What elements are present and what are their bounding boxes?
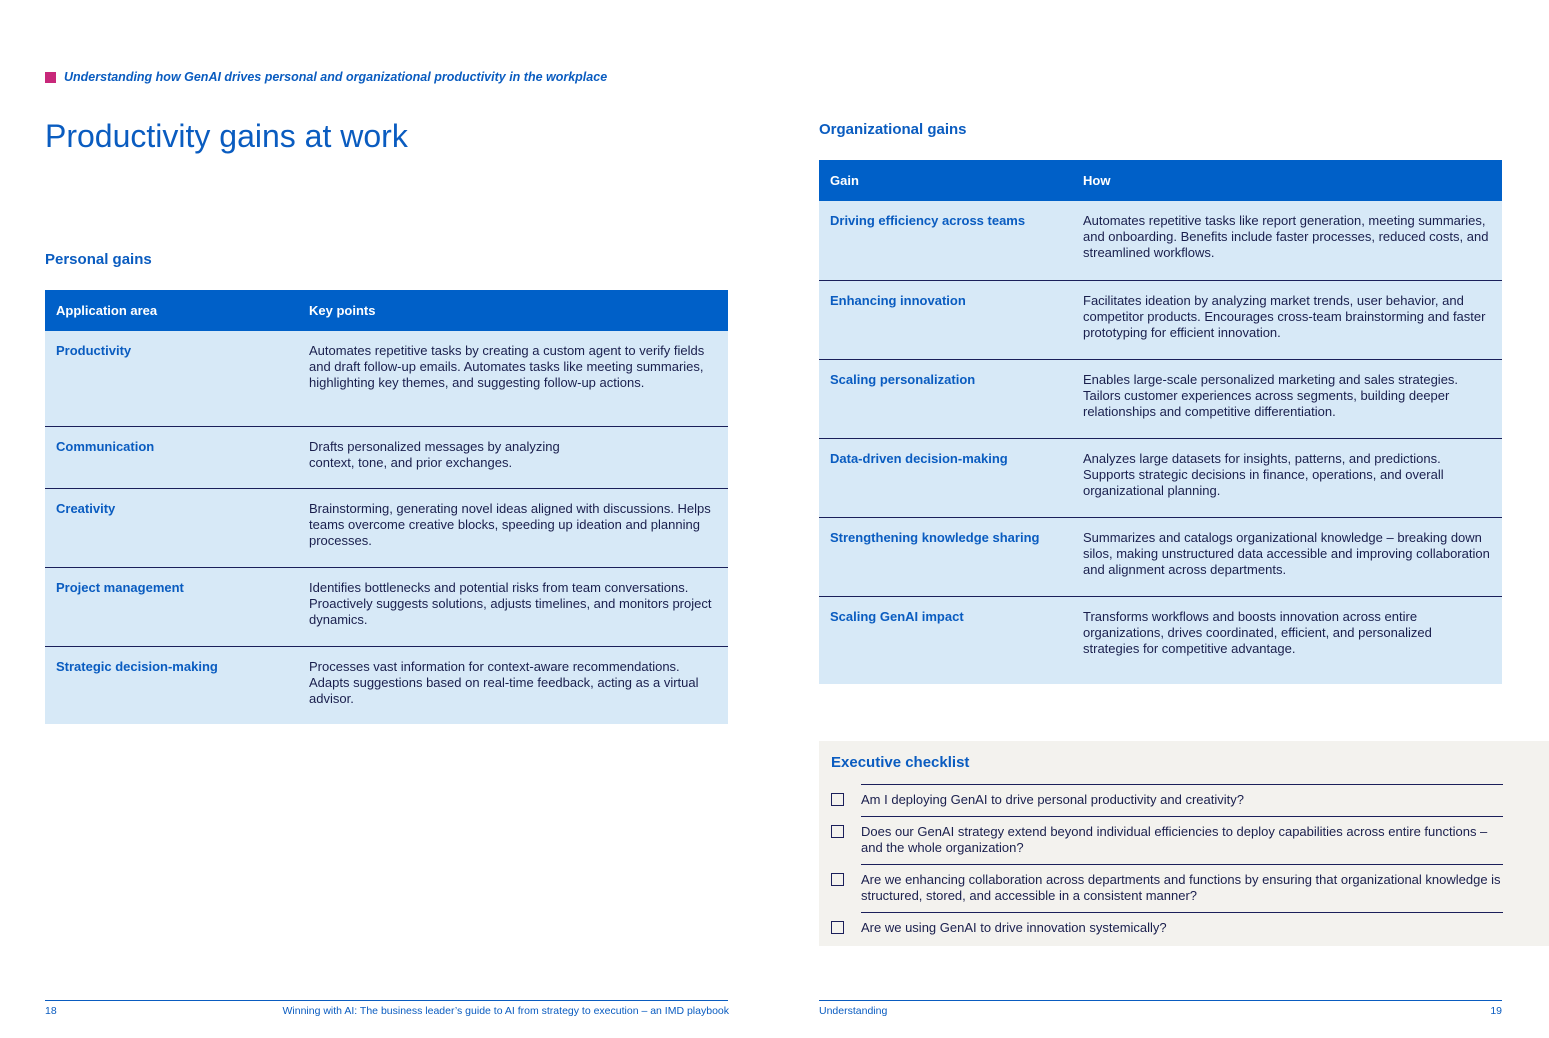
gain: Scaling GenAI impact <box>819 596 1072 684</box>
footer-publication-title: Winning with AI: The business leader’s guide to AI from strategy to execution – an IMD playbook <box>282 1005 729 1017</box>
key-points: Identifies bottlenecks and potential risks from team conversations. Proactively suggests solutions, adjusts timelines, and monitors project dynamics. <box>298 567 728 646</box>
table-row <box>819 438 1502 517</box>
application-area: Communication <box>45 426 298 488</box>
table-row <box>819 517 1502 596</box>
column-header: How <box>1072 160 1502 201</box>
application-area: Productivity <box>45 331 298 426</box>
page-title: Productivity gains at work <box>45 118 408 154</box>
how: Facilitates ideation by analyzing market trends, user behavior, and competitor products. Encourages cross-team brainstorming and faster prototyping for efficient innovation. <box>1072 280 1502 359</box>
gain: Driving efficiency across teams <box>819 201 1072 280</box>
section-marker <box>45 72 56 83</box>
column-header: Key points <box>298 290 728 331</box>
gain: Scaling personalization <box>819 359 1072 438</box>
gain: Data-driven decision-making <box>819 438 1072 517</box>
page-number-left: 18 <box>45 1005 57 1017</box>
table-row <box>819 359 1502 438</box>
checkbox[interactable] <box>831 793 844 806</box>
table-row <box>819 280 1502 359</box>
how: Automates repetitive tasks like report generation, meeting summaries, and onboarding. Benefits include faster processes, reduced costs, and streamlined workflows. <box>1072 201 1502 280</box>
how: Enables large-scale personalized marketing and sales strategies. Tailors customer experiences across segments, building deeper relationships and competitive differentiation. <box>1072 359 1502 438</box>
checklist-item-text: Are we using GenAI to drive innovation systemically? <box>861 920 1167 935</box>
table-row <box>45 488 728 567</box>
executive-checklist <box>819 741 1549 946</box>
checkbox[interactable] <box>831 921 844 934</box>
table-row <box>45 567 728 646</box>
key-points: Drafts personalized messages by analyzing context, tone, and prior exchanges. <box>298 426 728 488</box>
application-area: Creativity <box>45 488 298 567</box>
organizational-gains-heading: Organizational gains <box>819 121 967 138</box>
checklist-item <box>861 912 1503 936</box>
table-row <box>45 646 728 724</box>
page-number-right: 19 <box>1490 1005 1502 1017</box>
column-header: Gain <box>819 160 1072 201</box>
checklist-item-text: Does our GenAI strategy extend beyond individual efficiencies to deploy capabilities across entire functions – and the whole organization? <box>861 824 1488 855</box>
organizational-gains-table <box>819 160 1502 684</box>
table-row <box>819 596 1502 684</box>
how: Transforms workflows and boosts innovation across entire organizations, drives coordinated, efficient, and personalized strategies for competitive advantage. <box>1072 596 1502 684</box>
application-area: Strategic decision-making <box>45 646 298 724</box>
gain: Enhancing innovation <box>819 280 1072 359</box>
personal-gains-table <box>45 290 728 724</box>
column-header: Application area <box>45 290 298 331</box>
table-row <box>819 201 1502 280</box>
checklist-title: Executive checklist <box>831 754 970 771</box>
key-points: Brainstorming, generating novel ideas aligned with discussions. Helps teams overcome creative blocks, speeding up ideation and planning processes. <box>298 488 728 567</box>
checkbox[interactable] <box>831 825 844 838</box>
gain: Strengthening knowledge sharing <box>819 517 1072 596</box>
footer-divider <box>819 1000 1502 1001</box>
footer-section-name: Understanding <box>819 1005 888 1017</box>
key-points: Processes vast information for context-aware recommendations. Adapts suggestions based on real-time feedback, acting as a virtual advisor. <box>298 646 728 724</box>
checklist-item-text: Are we enhancing collaboration across departments and functions by ensuring that organizational knowledge is structured, stored, and accessible in a consistent manner? <box>861 872 1501 903</box>
personal-gains-heading: Personal gains <box>45 251 152 268</box>
section-tag <box>45 70 607 84</box>
checklist-item <box>861 784 1503 808</box>
checkbox[interactable] <box>831 873 844 886</box>
footer-divider <box>45 1000 728 1001</box>
section-tag-text: Understanding how GenAI drives personal and organizational productivity in the workplace <box>64 70 608 84</box>
application-area: Project management <box>45 567 298 646</box>
key-points: Automates repetitive tasks by creating a custom agent to verify fields and draft follow-up emails. Automates tasks like meeting summaries, highlighting key themes, and suggesting follow-up actions. <box>298 331 728 426</box>
checklist-item-text: Am I deploying GenAI to drive personal productivity and creativity? <box>861 792 1244 807</box>
table-row <box>45 426 728 488</box>
how: Analyzes large datasets for insights, patterns, and predictions. Supports strategic decisions in finance, operations, and overall organizational planning. <box>1072 438 1502 517</box>
checklist-item <box>861 816 1503 856</box>
how: Summarizes and catalogs organizational knowledge – breaking down silos, making unstructured data accessible and improving collaboration and alignment across departments. <box>1072 517 1502 596</box>
checklist-item <box>861 864 1503 904</box>
table-row <box>45 331 728 426</box>
table-header-row <box>45 290 728 331</box>
table-header-row <box>819 160 1502 201</box>
